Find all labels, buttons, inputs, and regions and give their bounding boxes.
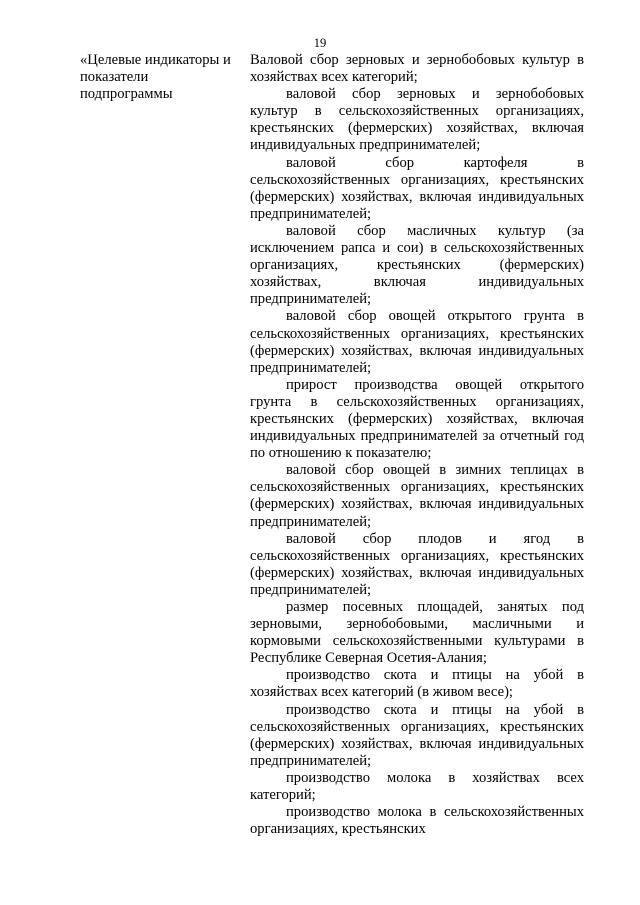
section-label: «Целевые индикаторы и показатели подпрограммы <box>80 52 231 103</box>
indicator-paragraph: валовой сбор плодов и ягод в сельскохозяйственных организациях, крестьянских (фермерских) хозяйствах, включая индивидуальных предпринимателей; <box>250 530 584 598</box>
indicator-paragraph: производство молока в хозяйствах всех категорий; <box>250 769 584 804</box>
indicator-paragraph: валовой сбор масличных культур (за исключением рапса и сои) в сельскохозяйственных организациях, крестьянских (фермерских) хозяйствах, включая индивидуальных предпринимателей; <box>250 222 584 308</box>
page-number: 19 <box>313 36 327 50</box>
indicator-paragraph: прирост производства овощей открытого грунта в сельскохозяйственных организациях, крестьянских (фермерских) хозяйствах, включая индивидуальных предпринимателей за отчетный год по отношению к показателю; <box>250 376 584 462</box>
indicator-paragraph: производство молока в сельскохозяйственных организациях, крестьянских <box>250 804 584 838</box>
indicator-paragraph: валовой сбор овощей в зимних теплицах в сельскохозяйственных организациях, крестьянских (фермерских) хозяйствах, включая индивидуальных предпринимателей; <box>250 462 584 530</box>
indicator-paragraph: валовой сбор картофеля в сельскохозяйственных организациях, крестьянских (фермерских) хозяйствах, включая индивидуальных предпринимателей; <box>250 154 584 222</box>
indicator-list <box>250 52 584 838</box>
indicator-paragraph: валовой сбор овощей открытого грунта в сельскохозяйственных организациях, крестьянских (фермерских) хозяйствах, включая индивидуальных предпринимателей; <box>250 308 584 376</box>
indicator-paragraph: валовой сбор зерновых и зернобобовых культур в сельскохозяйственных организациях, крестьянских (фермерских) хозяйствах, включая индивидуальных предпринимателей; <box>250 86 584 154</box>
indicator-paragraph: производство скота и птицы на убой в сельскохозяйственных организациях, крестьянских (фермерских) хозяйствах, включая индивидуальных предпринимателей; <box>250 701 584 769</box>
indicator-paragraph: размер посевных площадей, занятых под зерновыми, зернобобовыми, масличными и кормовыми сельскохозяйственными культурами в Республике Северная Осетия-Алания; <box>250 599 584 667</box>
indicator-paragraph: производство скота и птицы на убой в хозяйствах всех категорий (в живом весе); <box>250 667 584 701</box>
indicator-paragraph: Валовой сбор зерновых и зернобобовых культур в хозяйствах всех категорий; <box>250 52 584 86</box>
